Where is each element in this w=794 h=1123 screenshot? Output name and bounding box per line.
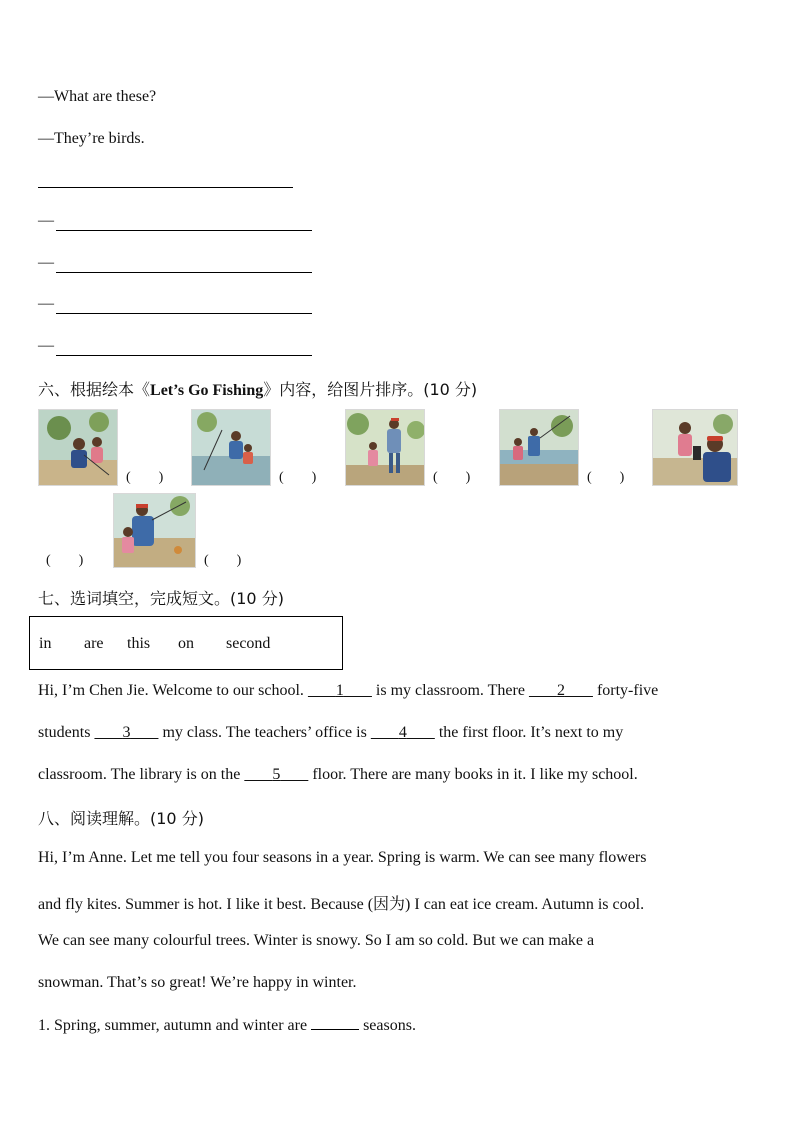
section-6-prefix: 六、根据绘本《 — [38, 380, 151, 399]
blank-4[interactable] — [371, 724, 435, 741]
order-parentheses[interactable]: ( ) — [46, 553, 84, 568]
passage-text: Hi, I’m Chen Jie. Welcome to our school. — [38, 682, 308, 699]
question-1 — [38, 1015, 416, 1035]
blank-2[interactable] — [529, 682, 593, 699]
answer-blank-line[interactable] — [56, 355, 312, 356]
blank-1[interactable] — [308, 682, 372, 699]
order-parentheses[interactable]: ( ) — [126, 470, 164, 485]
blank-3[interactable] — [94, 724, 158, 741]
answer-blank-line[interactable] — [38, 187, 293, 188]
dash-mark: — — [38, 295, 54, 312]
order-parentheses[interactable]: ( ) — [587, 470, 625, 485]
answer-blank-line[interactable] — [56, 230, 312, 231]
question-text: 1. Spring, summer, autumn and winter are — [38, 1017, 312, 1034]
dash-mark: — — [38, 254, 54, 271]
word-bank-item: on — [178, 635, 194, 652]
reading-line-2: and fly kites. Summer is hot. I like it best. Because (因为) I can eat ice cream. Autumn is cool. — [38, 896, 645, 913]
passage-text: floor. There are many books in it. I like my school. — [308, 766, 638, 783]
dialog-answer: —They’re birds. — [38, 130, 145, 147]
word-bank — [29, 616, 343, 670]
blank-number: 1 — [335, 682, 344, 699]
passage-text: forty-five — [592, 682, 659, 699]
story-picture-6 — [113, 493, 196, 568]
order-parentheses[interactable]: ( ) — [204, 553, 242, 568]
passage-text: the first floor. It’s next to my — [434, 724, 624, 741]
book-title: Let’s Go Fishing — [150, 382, 264, 399]
reading-line-1: Hi, I’m Anne. Let me tell you four seasons in a year. Spring is warm. We can see many flowers — [38, 849, 647, 866]
question-text: seasons. — [359, 1017, 416, 1034]
passage-text: my class. The teachers’ office is — [158, 724, 371, 741]
story-picture-5 — [652, 409, 738, 486]
story-picture-2 — [191, 409, 271, 486]
section-7-title: 七、选词填空，完成短文。(10 分) — [38, 589, 284, 608]
reading-line-3: We can see many colourful trees. Winter is snowy. So I am so cold. But we can make a — [38, 932, 595, 949]
blank-5[interactable] — [244, 766, 308, 783]
word-bank-item: second — [226, 635, 271, 652]
blank-number: 4 — [398, 724, 407, 741]
blank-number: 5 — [272, 766, 281, 783]
passage-line-1 — [38, 682, 658, 700]
word-bank-item: are — [84, 635, 104, 652]
order-parentheses[interactable]: ( ) — [433, 470, 471, 485]
section-8-title: 八、阅读理解。(10 分) — [38, 809, 204, 828]
answer-blank-line[interactable] — [56, 313, 312, 314]
dialog-question: —What are these? — [38, 88, 157, 105]
blank-number: 3 — [122, 724, 131, 741]
answer-blank-line[interactable] — [56, 272, 312, 273]
story-picture-4 — [499, 409, 579, 486]
blank-number: 2 — [556, 682, 565, 699]
order-parentheses[interactable]: ( ) — [279, 470, 317, 485]
passage-text: classroom. The library is on the — [38, 766, 245, 783]
answer-blank[interactable] — [311, 1015, 359, 1030]
passage-text: is my classroom. There — [371, 682, 529, 699]
word-bank-item: in — [39, 635, 52, 652]
dash-mark: — — [38, 337, 54, 354]
dash-mark: — — [38, 212, 54, 229]
passage-text: students — [38, 724, 95, 741]
word-bank-item: this — [127, 635, 151, 652]
section-6-suffix: 》内容，给图片排序。(10 分) — [263, 380, 478, 399]
passage-line-3 — [38, 766, 638, 784]
story-picture-3 — [345, 409, 425, 486]
passage-line-2 — [38, 724, 623, 742]
story-picture-1 — [38, 409, 118, 486]
section-6-title — [38, 377, 477, 400]
reading-line-4: snowman. That’s so great! We’re happy in winter. — [38, 974, 357, 991]
